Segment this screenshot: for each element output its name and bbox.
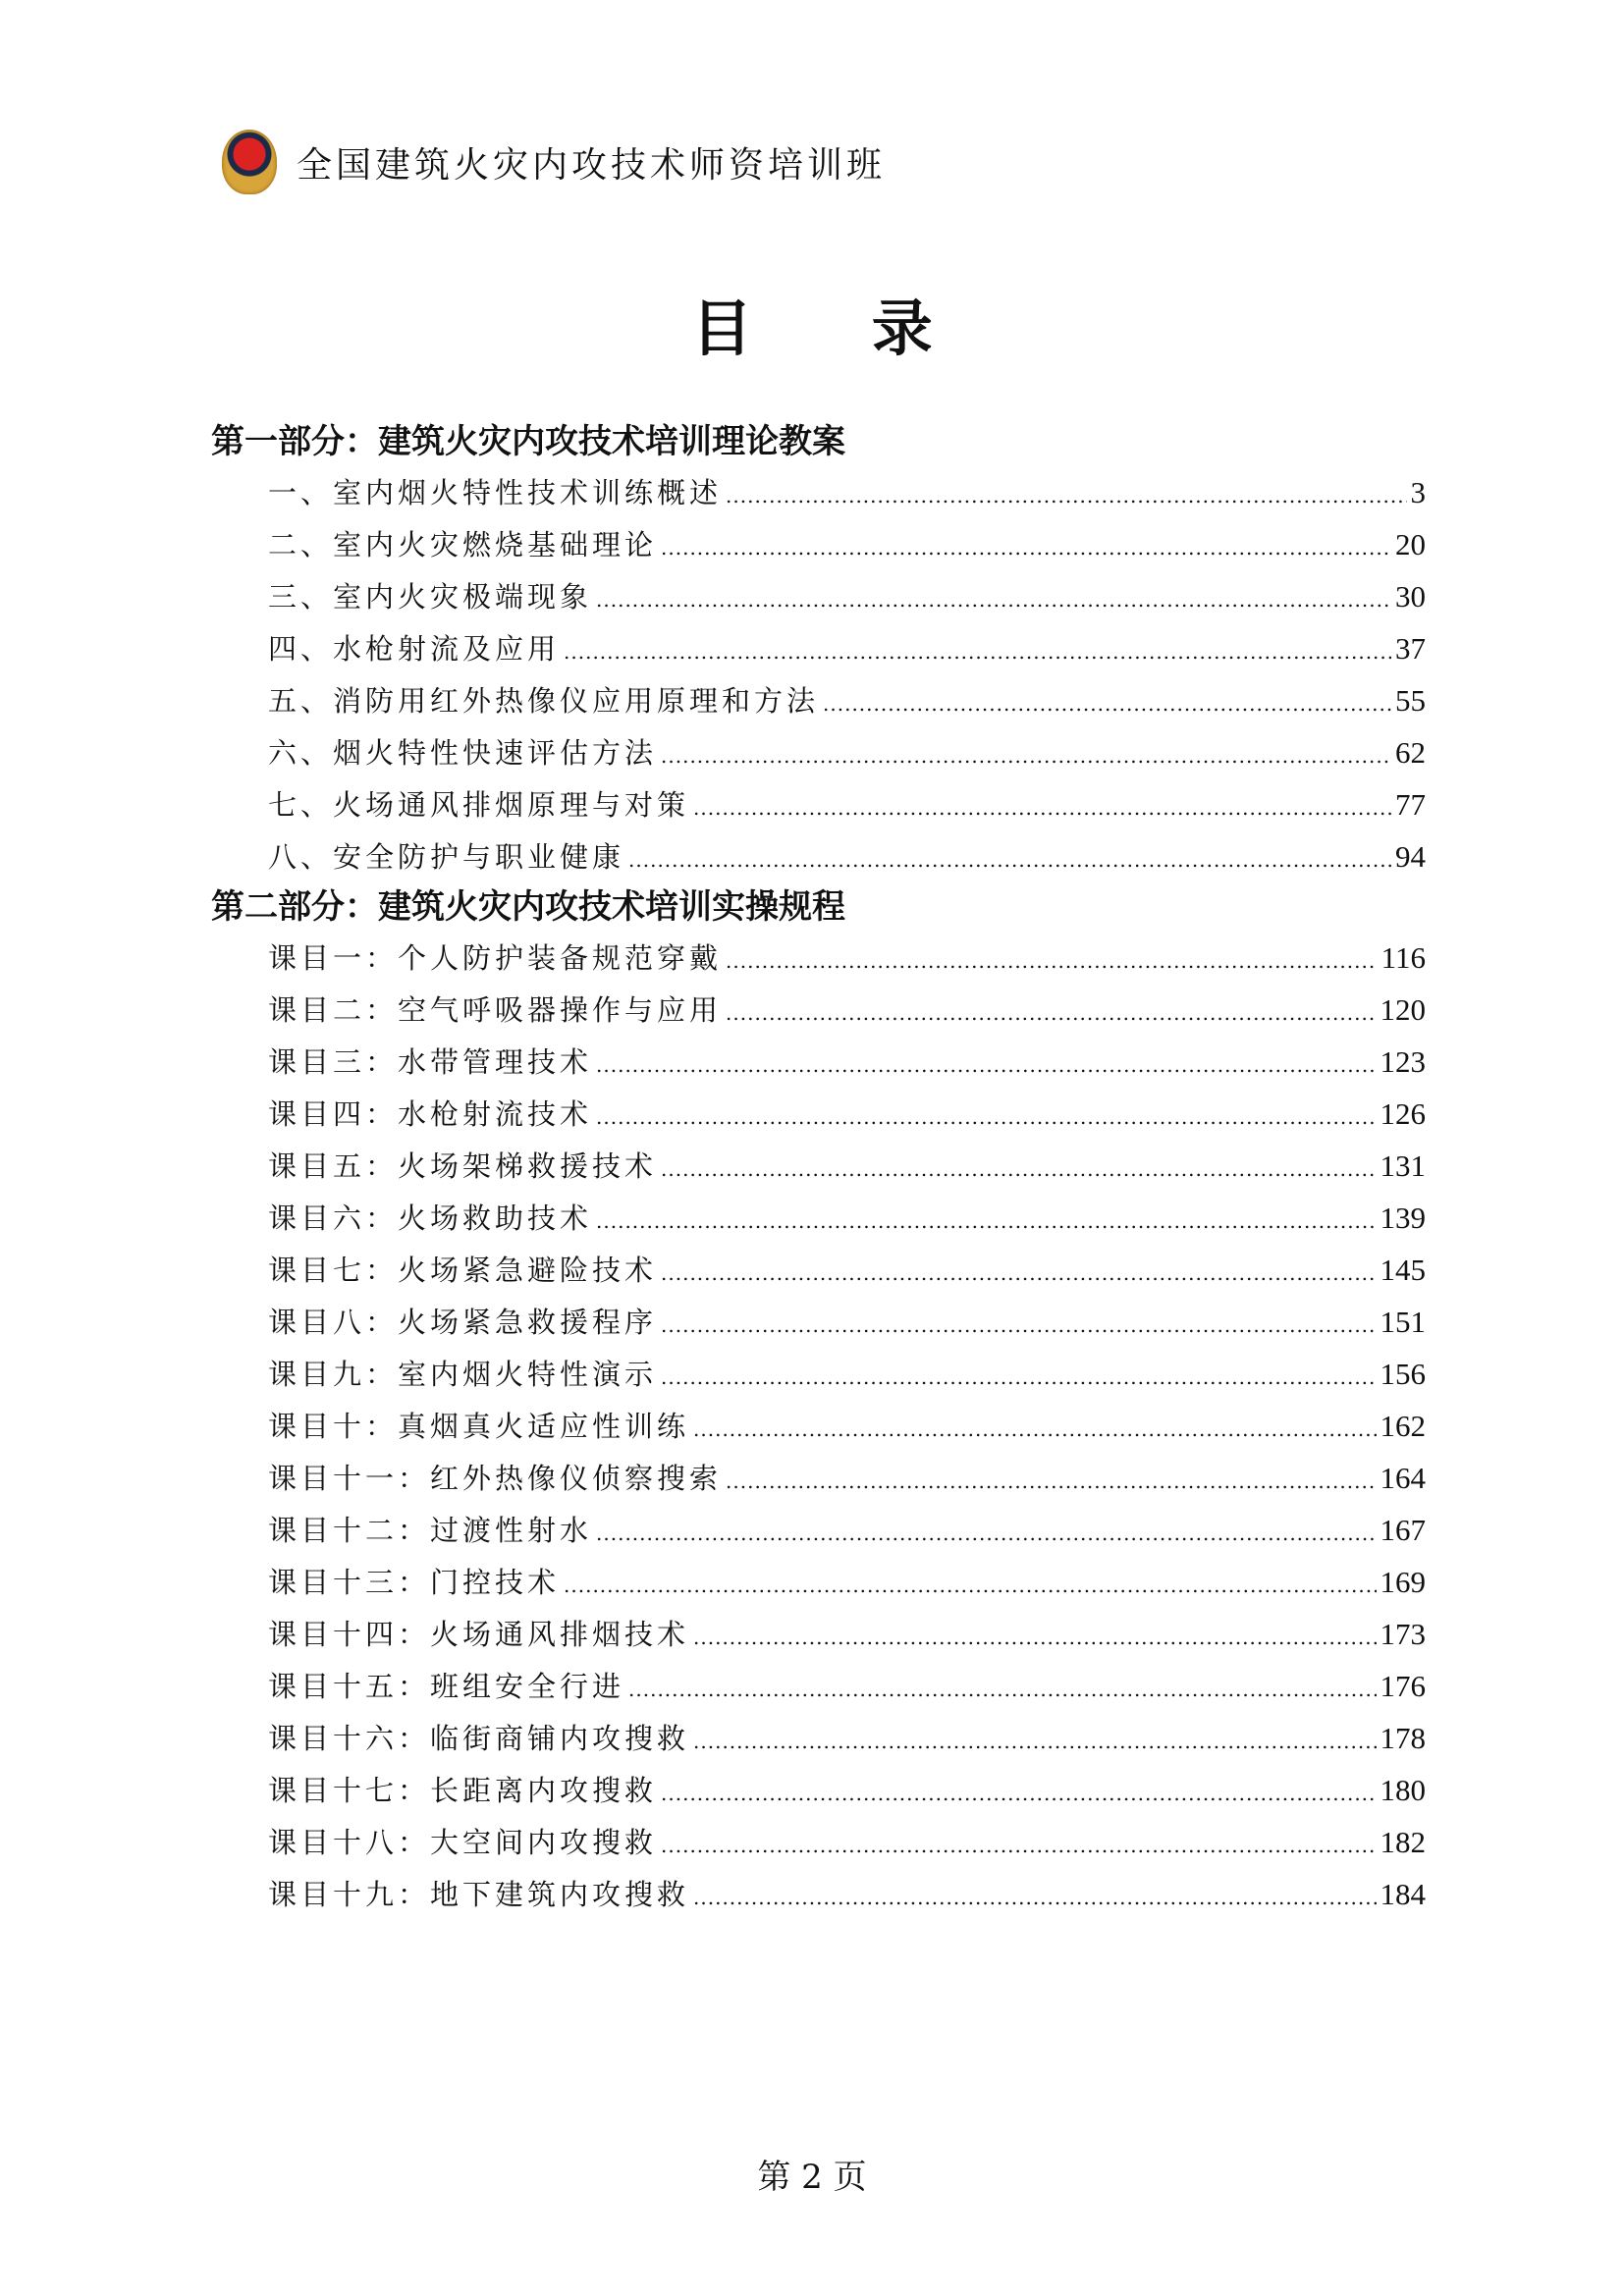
toc-entry-title: 课目十七：长距离内攻搜救	[268, 1774, 658, 1807]
dot-leader	[596, 1092, 1376, 1144]
toc-entry-title: 四、水枪射流及应用	[268, 632, 561, 666]
toc-part-heading[interactable]: 第一部分：建筑火灾内攻技术培训理论教案	[211, 422, 845, 461]
dot-leader	[596, 1196, 1376, 1248]
toc-entry-page: 126	[1380, 1096, 1426, 1131]
dot-leader	[661, 730, 1391, 782]
toc-entry-page: 62	[1395, 735, 1426, 770]
toc-entry-title: 课目二：空气呼吸器操作与应用	[268, 993, 723, 1027]
dot-leader	[693, 1716, 1376, 1768]
dot-leader	[661, 1820, 1376, 1872]
toc-entry[interactable]	[211, 1348, 1426, 1400]
toc-entry-page: 176	[1380, 1669, 1426, 1703]
toc-entry-page: 94	[1395, 839, 1426, 874]
dot-leader	[726, 470, 1406, 522]
toc-entry-page: 169	[1380, 1565, 1426, 1599]
toc-entry-page: 3	[1410, 475, 1426, 509]
toc-entry-title: 课目三：水带管理技术	[268, 1045, 593, 1079]
toc-entry-title: 课目十五：班组安全行进	[268, 1670, 625, 1703]
toc-entry-title: 七、火场通风排烟原理与对策	[268, 788, 690, 822]
toc-entry-page: 123	[1380, 1044, 1426, 1079]
dot-leader	[661, 1768, 1376, 1820]
toc-entry-page: 180	[1380, 1773, 1426, 1807]
toc-entry-title: 课目十八：大空间内攻搜救	[268, 1826, 658, 1859]
toc-entry[interactable]	[211, 622, 1426, 674]
toc-entry[interactable]	[211, 1764, 1426, 1816]
toc-entry-title: 课目十三：门控技术	[268, 1566, 561, 1599]
toc-entry-title: 二、室内火灾燃烧基础理论	[268, 528, 658, 561]
toc-entry-title: 八、安全防护与职业健康	[268, 840, 625, 874]
toc-entry-page: 131	[1380, 1148, 1426, 1183]
dot-leader	[564, 626, 1391, 678]
toc-entry[interactable]	[211, 1816, 1426, 1868]
toc-entry-title: 六、烟火特性快速评估方法	[268, 736, 658, 770]
page-title: 目 录	[691, 293, 982, 364]
toc-entry[interactable]	[211, 1296, 1426, 1348]
toc-entry-title: 五、消防用红外热像仪应用原理和方法	[268, 684, 820, 718]
toc-part-heading[interactable]: 第二部分：建筑火灾内攻技术培训实操规程	[211, 887, 845, 927]
toc-entry[interactable]	[211, 1400, 1426, 1452]
toc-entry[interactable]	[211, 1504, 1426, 1556]
toc-entry[interactable]	[211, 1660, 1426, 1712]
toc-entry[interactable]	[211, 1036, 1426, 1088]
toc-entry[interactable]	[211, 1192, 1426, 1244]
toc-entry-page: 178	[1380, 1721, 1426, 1755]
dot-leader	[661, 1248, 1376, 1300]
toc-entry[interactable]	[211, 1712, 1426, 1764]
dot-leader	[693, 782, 1391, 834]
toc-entry[interactable]	[211, 466, 1426, 518]
toc-entry[interactable]	[211, 726, 1426, 778]
dot-leader	[726, 988, 1376, 1040]
dot-leader	[726, 935, 1378, 988]
toc-entry-title: 课目一：个人防护装备规范穿戴	[268, 941, 723, 975]
dot-leader	[596, 574, 1391, 626]
toc-entry-page: 120	[1380, 992, 1426, 1027]
dot-leader	[661, 522, 1391, 574]
toc-entry-page: 145	[1380, 1253, 1426, 1287]
toc-entry[interactable]	[211, 570, 1426, 622]
toc-entry[interactable]	[211, 1868, 1426, 1920]
page-header	[222, 130, 886, 194]
dot-leader	[596, 1508, 1376, 1560]
toc-entry[interactable]	[211, 1140, 1426, 1192]
toc-entry[interactable]	[211, 1608, 1426, 1660]
toc-entry-title: 课目十二：过渡性射水	[268, 1514, 593, 1547]
toc-entry[interactable]	[211, 1452, 1426, 1504]
toc-entry-title: 三、室内火灾极端现象	[268, 580, 593, 614]
dot-leader	[661, 1352, 1376, 1404]
toc-entry-page: 30	[1395, 579, 1426, 614]
toc-entry[interactable]	[211, 518, 1426, 570]
toc-entry-title: 课目十四：火场通风排烟技术	[268, 1618, 690, 1651]
toc-entry-page: 167	[1380, 1513, 1426, 1547]
dot-leader	[661, 1144, 1376, 1196]
toc-entry-page: 20	[1395, 527, 1426, 561]
dot-leader	[564, 1560, 1376, 1612]
header-title: 全国建筑火灾内攻技术师资培训班	[297, 144, 887, 186]
toc-entry-page: 182	[1380, 1825, 1426, 1859]
toc-entry-page: 151	[1380, 1305, 1426, 1339]
toc-entry-title: 课目六：火场救助技术	[268, 1201, 593, 1235]
table-of-contents	[211, 417, 1426, 1920]
toc-entry[interactable]	[211, 830, 1426, 882]
toc-entry-page: 164	[1380, 1461, 1426, 1495]
toc-entry[interactable]	[211, 778, 1426, 830]
toc-entry[interactable]	[211, 1556, 1426, 1608]
dot-leader	[693, 1612, 1376, 1664]
toc-entry-title: 课目十九：地下建筑内攻搜救	[268, 1878, 690, 1911]
dot-leader	[628, 1664, 1376, 1716]
toc-entry[interactable]	[211, 1244, 1426, 1296]
toc-entry-page: 77	[1395, 787, 1426, 822]
toc-entry-title: 课目十：真烟真火适应性训练	[268, 1410, 690, 1443]
toc-entry-title: 课目十六：临街商铺内攻搜救	[268, 1722, 690, 1755]
fire-rescue-emblem-logo	[222, 130, 277, 194]
toc-entry-title: 课目七：火场紧急避险技术	[268, 1254, 658, 1287]
toc-entry-title: 课目四：水枪射流技术	[268, 1097, 593, 1131]
dot-leader	[726, 1456, 1376, 1508]
toc-entry-title: 课目十一：红外热像仪侦察搜索	[268, 1462, 723, 1495]
toc-entry-title: 课目八：火场紧急救援程序	[268, 1306, 658, 1339]
page-number: 第 2 页	[757, 2158, 867, 2197]
toc-entry-page: 173	[1380, 1617, 1426, 1651]
dot-leader	[596, 1040, 1376, 1092]
dot-leader	[823, 678, 1391, 730]
toc-entry-page: 162	[1380, 1409, 1426, 1443]
toc-entry-page: 37	[1395, 631, 1426, 666]
dot-leader	[693, 1872, 1376, 1924]
toc-entry-title: 一、室内烟火特性技术训练概述	[268, 476, 723, 509]
dot-leader	[661, 1300, 1376, 1352]
toc-entry-page: 156	[1380, 1357, 1426, 1391]
toc-entry-page: 116	[1380, 940, 1426, 975]
toc-entry-title: 课目九：室内烟火特性演示	[268, 1358, 658, 1391]
toc-entry[interactable]	[211, 674, 1426, 726]
toc-entry[interactable]	[211, 1088, 1426, 1140]
toc-entry-title: 课目五：火场架梯救援技术	[268, 1149, 658, 1183]
toc-entry-page: 139	[1380, 1201, 1426, 1235]
dot-leader	[628, 834, 1391, 886]
toc-entry[interactable]	[211, 984, 1426, 1036]
toc-entry-page: 55	[1395, 683, 1426, 718]
dot-leader	[693, 1404, 1376, 1456]
toc-entry-page: 184	[1380, 1877, 1426, 1911]
toc-entry[interactable]	[211, 932, 1426, 984]
